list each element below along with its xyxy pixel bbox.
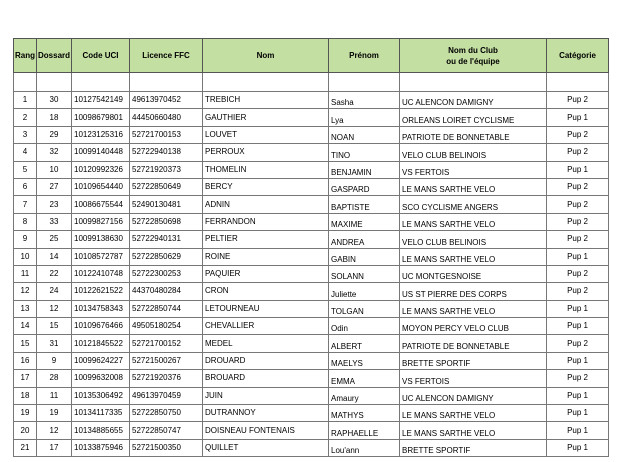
cell-rang: 1 (14, 92, 37, 109)
table-row (14, 178, 609, 195)
cell-licence: 52722850747 (130, 422, 203, 439)
header-categorie: Catégorie (547, 39, 609, 73)
cell-rang: 5 (14, 161, 37, 178)
cell-code-uci: 10109676466 (72, 318, 130, 335)
cell-dossard: 12 (37, 300, 72, 317)
table-row (14, 318, 609, 335)
cell-prenom: ALBERT (329, 335, 400, 352)
cell-licence: 52722850629 (130, 248, 203, 265)
cell-prenom: NOAN (329, 126, 400, 143)
cell-dossard: 30 (37, 92, 72, 109)
cell-club: VELO CLUB BELINOIS (400, 231, 547, 248)
cell-licence: 44370480284 (130, 283, 203, 300)
cell-categorie: Pup 2 (547, 92, 609, 109)
spacer-row (14, 73, 609, 92)
cell-code-uci: 10099624227 (72, 352, 130, 369)
cell-nom: QUILLET (203, 439, 329, 456)
cell-dossard: 33 (37, 213, 72, 230)
cell-categorie: Pup 2 (547, 144, 609, 161)
cell-prenom: EMMA (329, 370, 400, 387)
cell-nom: BROUARD (203, 370, 329, 387)
results-table (13, 38, 609, 457)
cell-nom: TREBICH (203, 92, 329, 109)
cell-code-uci: 10135306492 (72, 387, 130, 404)
cell-rang: 18 (14, 387, 37, 404)
cell-nom: LETOURNEAU (203, 300, 329, 317)
header-club-line1: Nom du Club (448, 45, 498, 55)
cell-nom: BERCY (203, 178, 329, 195)
header-club-line2: ou de l'équipe (446, 56, 500, 66)
cell-code-uci: 10122621522 (72, 283, 130, 300)
cell-rang: 19 (14, 405, 37, 422)
cell-club: LE MANS SARTHE VELO (400, 178, 547, 195)
cell-categorie: Pup 1 (547, 422, 609, 439)
cell-club: BRETTE SPORTIF (400, 352, 547, 369)
cell-prenom: SOLANN (329, 265, 400, 282)
table-row (14, 265, 609, 282)
cell-licence: 52721500267 (130, 352, 203, 369)
table-row (14, 387, 609, 404)
cell-code-uci: 10109654440 (72, 178, 130, 195)
cell-categorie: Pup 1 (547, 300, 609, 317)
cell-club: SCO CYCLISME ANGERS (400, 196, 547, 213)
header-prenom: Prénom (329, 39, 400, 73)
cell-rang: 7 (14, 196, 37, 213)
cell-prenom: Odin (329, 318, 400, 335)
cell-licence: 52721700152 (130, 335, 203, 352)
header-nom: Nom (203, 39, 329, 73)
cell-club: LE MANS SARTHE VELO (400, 422, 547, 439)
cell-categorie: Pup 1 (547, 405, 609, 422)
cell-categorie: Pup 1 (547, 387, 609, 404)
table-row (14, 144, 609, 161)
cell-club: LE MANS SARTHE VELO (400, 213, 547, 230)
cell-club: LE MANS SARTHE VELO (400, 300, 547, 317)
cell-categorie: Pup 1 (547, 352, 609, 369)
cell-prenom: Sasha (329, 92, 400, 109)
cell-prenom: MAXIME (329, 213, 400, 230)
cell-rang: 4 (14, 144, 37, 161)
cell-categorie: Pup 1 (547, 318, 609, 335)
cell-prenom: RAPHAELLE (329, 422, 400, 439)
cell-licence: 52722850649 (130, 178, 203, 195)
cell-nom: MEDEL (203, 335, 329, 352)
cell-code-uci: 10099138630 (72, 231, 130, 248)
cell-dossard: 19 (37, 405, 72, 422)
cell-categorie: Pup 2 (547, 265, 609, 282)
cell-rang: 16 (14, 352, 37, 369)
cell-nom: JUIN (203, 387, 329, 404)
cell-licence: 49505180254 (130, 318, 203, 335)
cell-dossard: 24 (37, 283, 72, 300)
cell-rang: 11 (14, 265, 37, 282)
cell-rang: 3 (14, 126, 37, 143)
cell-nom: DROUARD (203, 352, 329, 369)
cell-categorie: Pup 2 (547, 231, 609, 248)
cell-dossard: 17 (37, 439, 72, 456)
cell-code-uci: 10099827156 (72, 213, 130, 230)
cell-code-uci: 10123125316 (72, 126, 130, 143)
cell-prenom: Lou'ann (329, 439, 400, 456)
cell-categorie: Pup 1 (547, 161, 609, 178)
cell-prenom: MATHYS (329, 405, 400, 422)
cell-licence: 52490130481 (130, 196, 203, 213)
cell-prenom: Amaury (329, 387, 400, 404)
table-row (14, 283, 609, 300)
cell-prenom: GASPARD (329, 178, 400, 195)
cell-rang: 17 (14, 370, 37, 387)
cell-prenom: BENJAMIN (329, 161, 400, 178)
table-row (14, 405, 609, 422)
table-row (14, 352, 609, 369)
cell-club: LE MANS SARTHE VELO (400, 248, 547, 265)
cell-nom: CRON (203, 283, 329, 300)
cell-nom: CHEVALLIER (203, 318, 329, 335)
table-row (14, 196, 609, 213)
cell-club: ORLEANS LOIRET CYCLISME (400, 109, 547, 126)
cell-licence: 52721500350 (130, 439, 203, 456)
cell-dossard: 27 (37, 178, 72, 195)
cell-rang: 9 (14, 231, 37, 248)
table-row (14, 370, 609, 387)
cell-nom: PAQUIER (203, 265, 329, 282)
cell-dossard: 12 (37, 422, 72, 439)
cell-categorie: Pup 1 (547, 439, 609, 456)
cell-prenom: Juliette (329, 283, 400, 300)
cell-nom: PERROUX (203, 144, 329, 161)
cell-nom: THOMELIN (203, 161, 329, 178)
header-licence-ffc: Licence FFC (130, 39, 203, 73)
cell-nom: GAUTHIER (203, 109, 329, 126)
cell-dossard: 10 (37, 161, 72, 178)
cell-nom: ADNIN (203, 196, 329, 213)
cell-dossard: 28 (37, 370, 72, 387)
cell-categorie: Pup 1 (547, 109, 609, 126)
cell-dossard: 14 (37, 248, 72, 265)
table-row (14, 126, 609, 143)
cell-nom: DOISNEAU FONTENAIS (203, 422, 329, 439)
cell-licence: 52722850750 (130, 405, 203, 422)
cell-rang: 14 (14, 318, 37, 335)
cell-code-uci: 10122410748 (72, 265, 130, 282)
header-club (400, 39, 547, 73)
cell-code-uci: 10108572787 (72, 248, 130, 265)
cell-code-uci: 10099632008 (72, 370, 130, 387)
cell-code-uci: 10120992326 (72, 161, 130, 178)
cell-prenom: MAELYS (329, 352, 400, 369)
cell-licence: 52722850698 (130, 213, 203, 230)
table-row (14, 439, 609, 456)
cell-rang: 13 (14, 300, 37, 317)
table-row (14, 213, 609, 230)
cell-code-uci: 10134885655 (72, 422, 130, 439)
cell-dossard: 15 (37, 318, 72, 335)
table-row (14, 231, 609, 248)
cell-licence: 52722300253 (130, 265, 203, 282)
cell-club: BRETTE SPORTIF (400, 439, 547, 456)
cell-prenom: ANDREA (329, 231, 400, 248)
cell-code-uci: 10121845522 (72, 335, 130, 352)
cell-licence: 49613970452 (130, 92, 203, 109)
cell-club: PATRIOTE DE BONNETABLE (400, 126, 547, 143)
cell-rang: 6 (14, 178, 37, 195)
table-row (14, 92, 609, 109)
header-dossard: Dossard (37, 39, 72, 73)
cell-categorie: Pup 2 (547, 370, 609, 387)
cell-licence: 52722940138 (130, 144, 203, 161)
cell-club: VS FERTOIS (400, 161, 547, 178)
cell-categorie: Pup 2 (547, 126, 609, 143)
cell-categorie: Pup 2 (547, 178, 609, 195)
cell-rang: 10 (14, 248, 37, 265)
cell-code-uci: 10133875946 (72, 439, 130, 456)
cell-club: LE MANS SARTHE VELO (400, 405, 547, 422)
cell-club: UC ALENCON DAMIGNY (400, 92, 547, 109)
cell-dossard: 9 (37, 352, 72, 369)
cell-licence: 52721700153 (130, 126, 203, 143)
cell-nom: LOUVET (203, 126, 329, 143)
cell-nom: PELTIER (203, 231, 329, 248)
cell-categorie: Pup 1 (547, 248, 609, 265)
header-row (14, 39, 609, 73)
cell-rang: 15 (14, 335, 37, 352)
cell-rang: 20 (14, 422, 37, 439)
cell-licence: 52721920376 (130, 370, 203, 387)
cell-licence: 44450660480 (130, 109, 203, 126)
cell-code-uci: 10134117335 (72, 405, 130, 422)
cell-nom: ROINE (203, 248, 329, 265)
cell-dossard: 11 (37, 387, 72, 404)
cell-rang: 8 (14, 213, 37, 230)
cell-categorie: Pup 2 (547, 213, 609, 230)
cell-dossard: 25 (37, 231, 72, 248)
cell-club: MOYON PERCY VELO CLUB (400, 318, 547, 335)
table-row (14, 422, 609, 439)
cell-licence: 52722850744 (130, 300, 203, 317)
cell-categorie: Pup 2 (547, 196, 609, 213)
cell-club: US ST PIERRE DES CORPS (400, 283, 547, 300)
results-body (14, 73, 609, 457)
cell-club: VS FERTOIS (400, 370, 547, 387)
cell-prenom: GABIN (329, 248, 400, 265)
cell-prenom: TINO (329, 144, 400, 161)
cell-club: PATRIOTE DE BONNETABLE (400, 335, 547, 352)
cell-dossard: 32 (37, 144, 72, 161)
table-row (14, 248, 609, 265)
cell-dossard: 31 (37, 335, 72, 352)
cell-licence: 52722940131 (130, 231, 203, 248)
cell-categorie: Pup 2 (547, 283, 609, 300)
cell-dossard: 18 (37, 109, 72, 126)
cell-rang: 21 (14, 439, 37, 456)
cell-categorie: Pup 2 (547, 335, 609, 352)
cell-dossard: 22 (37, 265, 72, 282)
cell-prenom: Lya (329, 109, 400, 126)
cell-rang: 12 (14, 283, 37, 300)
table-row (14, 335, 609, 352)
cell-code-uci: 10086675544 (72, 196, 130, 213)
cell-code-uci: 10098679801 (72, 109, 130, 126)
cell-rang: 2 (14, 109, 37, 126)
cell-prenom: BAPTISTE (329, 196, 400, 213)
cell-prenom: TOLGAN (329, 300, 400, 317)
cell-code-uci: 10099140448 (72, 144, 130, 161)
cell-dossard: 23 (37, 196, 72, 213)
cell-club: UC MONTGESNOISE (400, 265, 547, 282)
cell-dossard: 29 (37, 126, 72, 143)
cell-club: UC ALENCON DAMIGNY (400, 387, 547, 404)
cell-licence: 49613970459 (130, 387, 203, 404)
table-row (14, 161, 609, 178)
header-code-uci: Code UCI (72, 39, 130, 73)
table-row (14, 109, 609, 126)
cell-nom: DUTRANNOY (203, 405, 329, 422)
header-rang: Rang (14, 39, 37, 73)
cell-code-uci: 10134758343 (72, 300, 130, 317)
results-table-wrapper (13, 38, 609, 457)
cell-club: VELO CLUB BELINOIS (400, 144, 547, 161)
cell-nom: FERRANDON (203, 213, 329, 230)
cell-code-uci: 10127542149 (72, 92, 130, 109)
cell-licence: 52721920373 (130, 161, 203, 178)
table-row (14, 300, 609, 317)
